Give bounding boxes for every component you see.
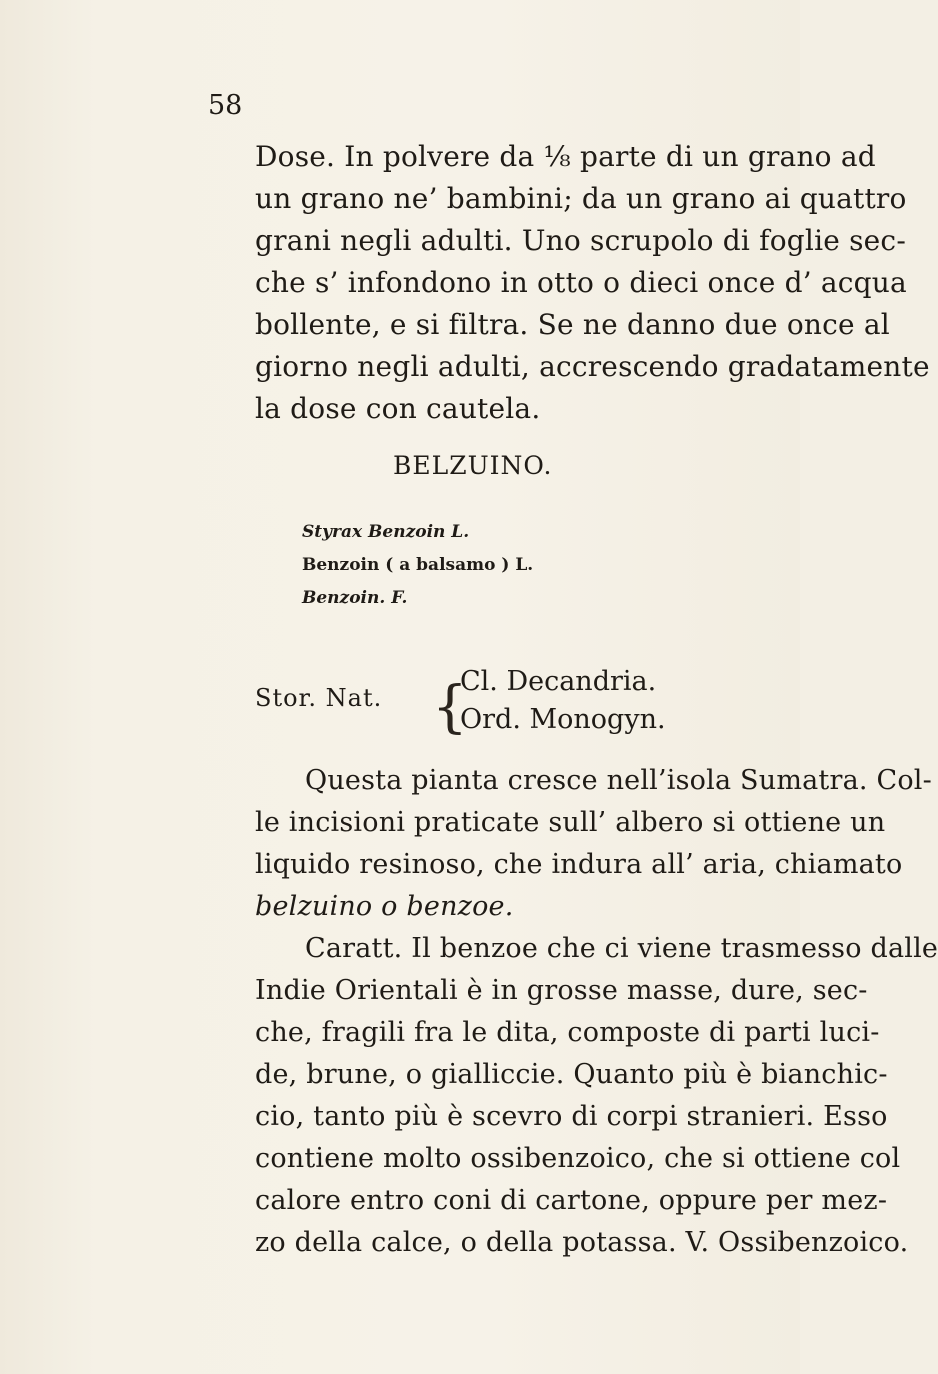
text-line: che, fragili fra le dita, composte di parti luci- (255, 1017, 880, 1048)
text-line: de, brune, o gialliccie. Quanto più è bianchic- (255, 1059, 888, 1090)
synonyms-list (302, 516, 533, 615)
text-line: grani negli adulti. Uno scrupolo di foglie sec- (255, 224, 906, 257)
class-line: Cl. Decandria. (460, 666, 657, 697)
text-line: zo della calce, o della potassa. V. Ossibenzoico. (255, 1227, 909, 1258)
classification-block (255, 666, 777, 754)
text-line: la dose con cautela. (255, 392, 541, 425)
text-line: liquido resinoso, che indura all’ aria, chiamato (255, 849, 903, 880)
text-line: che s’ infondono in otto o dieci once d’ acqua (255, 266, 907, 299)
order-line: Ord. Monogyn. (460, 704, 666, 735)
section-title: BELZUINO. (393, 451, 553, 480)
text-line: un grano ne’ bambini; da un grano ai quattro (255, 182, 907, 215)
text-line: cio, tanto più è scevro di corpi stranieri. Esso (255, 1101, 888, 1132)
dose-paragraph (255, 136, 930, 430)
page-number: 58 (208, 90, 243, 121)
text-line: bollente, e si filtra. Se ne danno due once al (255, 308, 890, 341)
body-paragraph (255, 760, 938, 1264)
text-line: le incisioni praticate sull’ albero si ottiene un (255, 807, 886, 838)
text-line: giorno negli adulti, accrescendo gradatamente (255, 350, 930, 383)
text-line: calore entro coni di cartone, oppure per mez- (255, 1185, 888, 1216)
text-line: Indie Orientali è in grosse masse, dure, sec- (255, 975, 868, 1006)
classification-label: Stor. Nat. (255, 684, 383, 712)
text-line: Caratt. Il benzoe che ci viene trasmesso dalle (305, 933, 938, 964)
synonym-entry: Benzoin ( a balsamo ) L. (302, 555, 534, 575)
brace-symbol: { (432, 675, 468, 740)
text-line: belzuino o benzoe. (255, 891, 514, 922)
synonym-entry: Benzoin. F. (302, 588, 408, 608)
text-line: contiene molto ossibenzoico, che si ottiene col (255, 1143, 901, 1174)
text-line: Dose. In polvere da ⅛ parte di un grano ad (255, 140, 876, 173)
synonym-entry: Styrax Benzoin L. (302, 522, 470, 542)
text-line: Questa pianta cresce nell’isola Sumatra. Col- (305, 765, 932, 796)
